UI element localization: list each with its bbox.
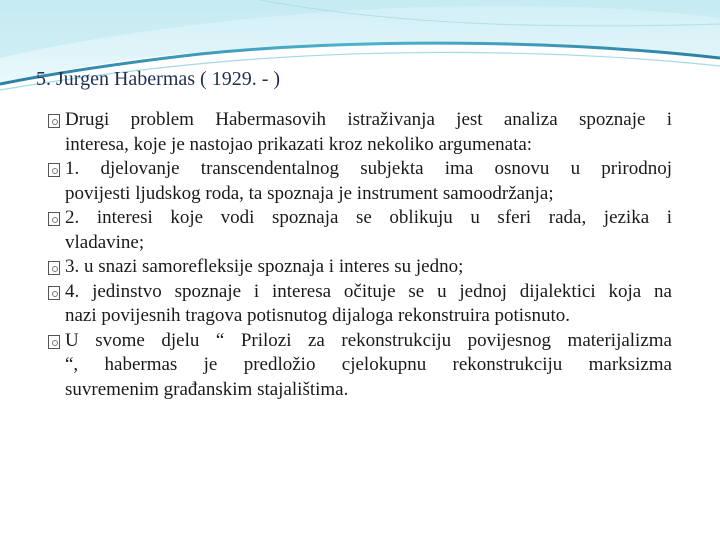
bullet-line: vladavine; bbox=[65, 231, 145, 253]
bullet-item-1 bbox=[48, 108, 672, 157]
bullet-line: 2. interesi koje vodi spoznaja se oblikuju u sferi rada, jezika i bbox=[65, 207, 672, 228]
bullet-item-3 bbox=[48, 206, 672, 255]
header-wave-decoration bbox=[0, 0, 720, 110]
bullet-list bbox=[48, 108, 672, 402]
bullet-line: suvremenim građanskim stajalištima. bbox=[65, 378, 349, 400]
bullet-item-2 bbox=[48, 157, 672, 206]
box-bullet-icon bbox=[48, 286, 60, 300]
bullet-item-6 bbox=[48, 329, 672, 403]
box-bullet-icon bbox=[48, 163, 60, 177]
bullet-line: nazi povijesnih tragova potisnutog dijaloga rekonstruira potisnuto. bbox=[65, 305, 570, 326]
bullet-line: 4. jedinstvo spoznaje i interesa očituje se u jednoj dijalektici koja na bbox=[65, 280, 672, 302]
box-bullet-icon bbox=[48, 212, 60, 226]
box-bullet-icon bbox=[48, 335, 60, 349]
bullet-line: Drugi problem Habermasovih istraživanja jest analiza spoznaje i bbox=[65, 109, 672, 130]
slide-title: 5. Jurgen Habermas ( 1929. - ) bbox=[36, 68, 281, 90]
bullet-line: “, habermas je predložio cjelokupnu rekonstrukciju marksizma bbox=[65, 354, 672, 375]
bullet-line: U svome djelu “ Prilozi za rekonstrukciju povijesnog materijalizma bbox=[65, 329, 672, 351]
bullet-line: interesa, koje je nastojao prikazati kroz nekoliko argumenata: bbox=[65, 133, 533, 155]
bullet-item-4 bbox=[48, 255, 672, 280]
bullet-line: povijesti ljudskog roda, ta spoznaja je instrument samoodržanja; bbox=[65, 182, 554, 204]
bullet-line: 3. u snazi samorefleksije spoznaja i interes su jedno; bbox=[65, 256, 464, 277]
bullet-item-5 bbox=[48, 280, 672, 329]
bullet-line: 1. djelovanje transcendentalnog subjekta ima osnovu u prirodnoj bbox=[65, 158, 672, 179]
box-bullet-icon bbox=[48, 261, 60, 275]
box-bullet-icon bbox=[48, 114, 60, 128]
